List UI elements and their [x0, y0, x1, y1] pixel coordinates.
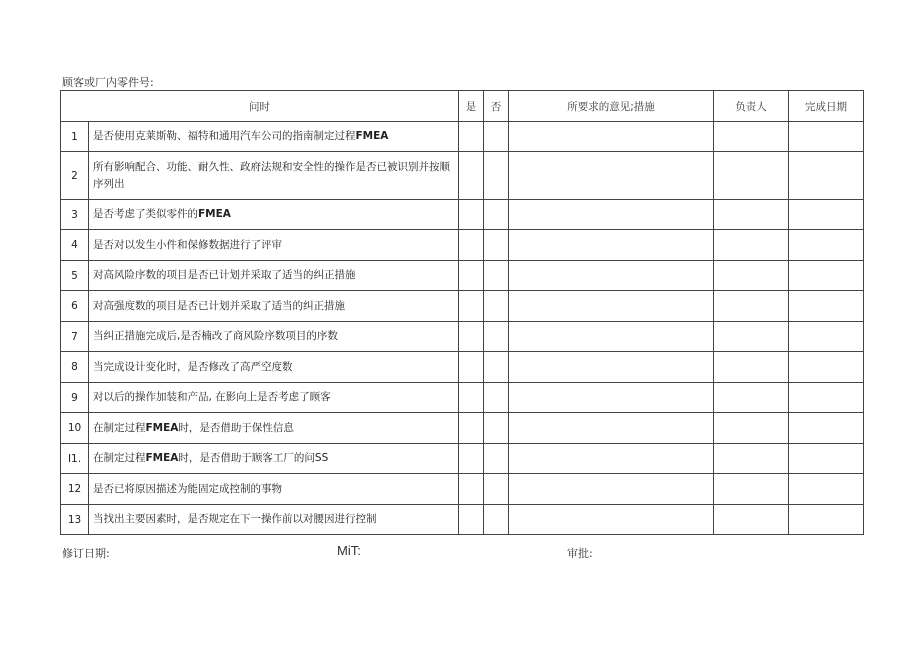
no-cell[interactable]	[484, 322, 509, 352]
due-date-cell[interactable]	[789, 383, 864, 413]
yes-cell[interactable]	[459, 505, 484, 535]
row-number: 4	[61, 230, 89, 261]
comments-cell[interactable]	[509, 352, 714, 383]
yes-cell[interactable]	[459, 230, 484, 261]
table-row	[61, 383, 864, 413]
due-date-cell[interactable]	[789, 505, 864, 535]
table-row	[61, 505, 864, 535]
col-no-header: 否	[484, 91, 509, 122]
row-number: 12	[61, 474, 89, 505]
row-number: 8	[61, 352, 89, 383]
no-cell[interactable]	[484, 291, 509, 322]
table-row	[61, 474, 864, 505]
question-keyword: FMEA	[355, 130, 389, 142]
question-segment: 是否考虑了类似零件的	[93, 208, 198, 220]
comments-cell[interactable]	[509, 444, 714, 474]
row-number: 10	[61, 413, 89, 444]
table-row	[61, 122, 864, 152]
no-cell[interactable]	[484, 200, 509, 230]
owner-cell[interactable]	[714, 291, 789, 322]
question-text	[89, 505, 459, 535]
table-row	[61, 200, 864, 230]
question-text	[89, 352, 459, 383]
no-cell[interactable]	[484, 383, 509, 413]
yes-cell[interactable]	[459, 261, 484, 291]
table-row	[61, 413, 864, 444]
question-segment: 对高风险序数的项目是否已计划并采取了适当的纠正措施	[93, 269, 356, 281]
owner-cell[interactable]	[714, 230, 789, 261]
row-number: 2	[61, 152, 89, 200]
yes-cell[interactable]	[459, 291, 484, 322]
question-text	[89, 383, 459, 413]
yes-cell[interactable]	[459, 444, 484, 474]
due-date-cell[interactable]	[789, 122, 864, 152]
no-cell[interactable]	[484, 352, 509, 383]
table-row	[61, 291, 864, 322]
owner-cell[interactable]	[714, 474, 789, 505]
question-text	[89, 200, 459, 230]
question-text	[89, 230, 459, 261]
question-text	[89, 291, 459, 322]
row-number: I1.	[61, 444, 89, 474]
due-date-cell[interactable]	[789, 322, 864, 352]
mit-label: MiT:	[337, 543, 361, 558]
due-date-cell[interactable]	[789, 474, 864, 505]
question-segment: 当完成设计变化时，是否修改了高严空度数	[93, 360, 293, 373]
table-row	[61, 322, 864, 352]
question-segment: 对高强度数的项目是否已计划并采取了适当的纠正措施	[93, 299, 345, 312]
row-number: 1	[61, 122, 89, 152]
no-cell[interactable]	[484, 505, 509, 535]
table-row	[61, 444, 864, 474]
comments-cell[interactable]	[509, 122, 714, 152]
yes-cell[interactable]	[459, 383, 484, 413]
no-cell[interactable]	[484, 122, 509, 152]
owner-cell[interactable]	[714, 261, 789, 291]
no-cell[interactable]	[484, 413, 509, 444]
owner-cell[interactable]	[714, 444, 789, 474]
no-cell[interactable]	[484, 152, 509, 200]
owner-cell[interactable]	[714, 122, 789, 152]
question-text	[89, 261, 459, 291]
owner-cell[interactable]	[714, 200, 789, 230]
yes-cell[interactable]	[459, 322, 484, 352]
comments-cell[interactable]	[509, 322, 714, 352]
question-text	[89, 122, 459, 152]
approval-label: 审批:	[567, 547, 593, 560]
owner-cell[interactable]	[714, 352, 789, 383]
row-number: 5	[61, 261, 89, 291]
question-text	[89, 322, 459, 352]
due-date-cell[interactable]	[789, 152, 864, 200]
question-text	[89, 444, 459, 474]
question-segment: 在制定过程	[93, 421, 146, 434]
row-number: 6	[61, 291, 89, 322]
col-due-date-header: 完成日期	[789, 91, 864, 122]
owner-cell[interactable]	[714, 383, 789, 413]
yes-cell[interactable]	[459, 122, 484, 152]
question-segment: 在制定过程	[93, 452, 146, 464]
table-header-row	[61, 91, 864, 122]
table-row	[61, 352, 864, 383]
question-segment: 对以后的操作加装和产品, 在影向上是否考虑了顾客	[93, 391, 331, 403]
question-keyword: FMEA	[145, 452, 179, 464]
question-keyword: FMEA	[198, 208, 231, 220]
table-row	[61, 230, 864, 261]
due-date-cell[interactable]	[789, 444, 864, 474]
question-segment: 是否已将原因描述为能固定成控制的事物	[93, 482, 282, 495]
due-date-cell[interactable]	[789, 230, 864, 261]
owner-cell[interactable]	[714, 322, 789, 352]
due-date-cell[interactable]	[789, 352, 864, 383]
question-segment: 当找出主要因素时，是否规定在下一操作前以对腰因进行控制	[93, 513, 377, 525]
customer-part-label: 顾客或厂内零件号:	[62, 76, 154, 89]
question-text	[89, 152, 459, 200]
comments-cell[interactable]	[509, 200, 714, 230]
comments-cell[interactable]	[509, 261, 714, 291]
row-number: 3	[61, 200, 89, 230]
due-date-cell[interactable]	[789, 200, 864, 230]
question-segment: 当纠正措施完成后,是否楠改了商风险序数项目的序数	[93, 330, 338, 342]
yes-cell[interactable]	[459, 352, 484, 383]
owner-cell[interactable]	[714, 505, 789, 535]
no-cell[interactable]	[484, 261, 509, 291]
col-comments-header: 所要求的意见;措施	[509, 91, 714, 122]
fmea-checklist-table	[60, 90, 864, 535]
row-number: 9	[61, 383, 89, 413]
due-date-cell[interactable]	[789, 261, 864, 291]
comments-cell[interactable]	[509, 505, 714, 535]
no-cell[interactable]	[484, 230, 509, 261]
comments-cell[interactable]	[509, 413, 714, 444]
question-keyword: FMEA	[145, 421, 179, 434]
yes-cell[interactable]	[459, 413, 484, 444]
yes-cell[interactable]	[459, 474, 484, 505]
col-owner-header: 负责人	[714, 91, 789, 122]
comments-cell[interactable]	[509, 383, 714, 413]
owner-cell[interactable]	[714, 413, 789, 444]
owner-cell[interactable]	[714, 152, 789, 200]
no-cell[interactable]	[484, 474, 509, 505]
comments-cell[interactable]	[509, 291, 714, 322]
revision-date-label: 修订日期:	[62, 547, 110, 560]
col-question-header: 问时	[61, 91, 459, 122]
comments-cell[interactable]	[509, 152, 714, 200]
comments-cell[interactable]	[509, 474, 714, 505]
comments-cell[interactable]	[509, 230, 714, 261]
question-segment: 所有影响配合、功能、耐久性、政府法规和安全性的操作是否已被识别并按顺序列出	[93, 160, 450, 190]
due-date-cell[interactable]	[789, 291, 864, 322]
table-row	[61, 261, 864, 291]
question-segment: 是否对以发生小件和保修数据进行了评审	[93, 238, 282, 251]
question-segment: 时，是否借助于顾客工厂的问SS	[178, 452, 329, 464]
question-text	[89, 474, 459, 505]
question-text	[89, 413, 459, 444]
question-segment: 是否使用克莱斯勒、福特和通用汽车公司的指南制定过程	[93, 130, 356, 142]
no-cell[interactable]	[484, 444, 509, 474]
question-segment: 时，是否借助于保性信息	[178, 421, 294, 434]
due-date-cell[interactable]	[789, 413, 864, 444]
yes-cell[interactable]	[459, 200, 484, 230]
row-number: 7	[61, 322, 89, 352]
yes-cell[interactable]	[459, 152, 484, 200]
row-number: 13	[61, 505, 89, 535]
col-yes-header: 是	[459, 91, 484, 122]
table-row	[61, 152, 864, 200]
